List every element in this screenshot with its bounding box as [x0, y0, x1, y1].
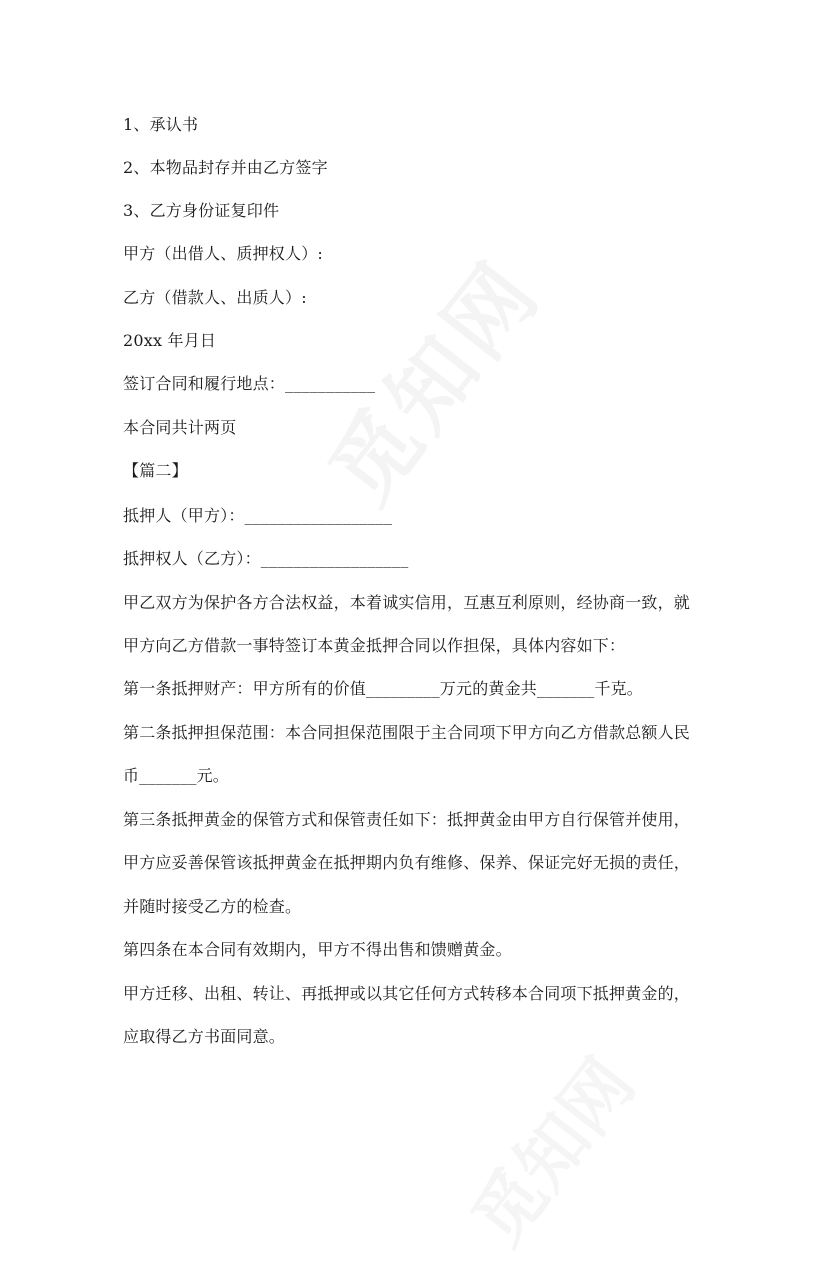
paragraph-intro-1: 甲乙双方为保护各方合法权益，本着诚实信用，互惠互利原则，经协商一致，就 [123, 593, 691, 612]
article-3-line-3: 并随时接受乙方的检查。 [123, 897, 302, 916]
mortgagee-line: 抵押权人（乙方）：__________________ [123, 549, 409, 568]
transfer-clause-line-2: 应取得乙方书面同意。 [123, 1027, 286, 1046]
attachment-item-3: 3、乙方身份证复印件 [123, 201, 280, 220]
article-4: 第四条在本合同有效期内，甲方不得出售和馈赠黄金。 [123, 940, 512, 959]
mortgagor-line: 抵押人（甲方）：__________________ [123, 506, 393, 525]
paragraph-intro-2: 甲方向乙方借款一事特签订本黄金抵押合同以作担保，具体内容如下： [123, 636, 626, 655]
article-2-line-2: 币_______元。 [123, 766, 230, 785]
article-3-line-2: 甲方应妥善保管该抵押黄金在抵押期内负有维修、保养、保证完好无损的责任， [123, 853, 691, 872]
signing-place-line: 签订合同和履行地点：___________ [123, 374, 376, 393]
article-2-line-1: 第二条抵押担保范围：本合同担保范围限于主合同项下甲方向乙方借款总额人民 [123, 723, 691, 742]
article-1: 第一条抵押财产：甲方所有的价值_________万元的黄金共_______千克。 [123, 679, 644, 698]
party-a-signature-line: 甲方（出借人、质押权人）: [123, 244, 323, 263]
watermark [296, 227, 705, 632]
article-3-line-1: 第三条抵押黄金的保管方式和保管责任如下：抵押黄金由甲方自行保管并使用， [123, 810, 691, 829]
party-b-signature-line: 乙方（借款人、出质人）: [123, 288, 307, 307]
attachment-item-2: 2、本物品封存并由乙方签字 [123, 158, 328, 177]
attachment-item-1: 1、承认书 [123, 115, 199, 134]
page-count-line: 本合同共计两页 [123, 418, 237, 437]
date-line: 20xx 年月日 [123, 331, 217, 350]
transfer-clause-line-1: 甲方迁移、出租、转让、再抵押或以其它任何方式转移本合同项下抵押黄金的， [123, 984, 691, 1003]
section-heading: 【篇二】 [123, 461, 188, 480]
watermark-lower [445, 1011, 656, 1249]
